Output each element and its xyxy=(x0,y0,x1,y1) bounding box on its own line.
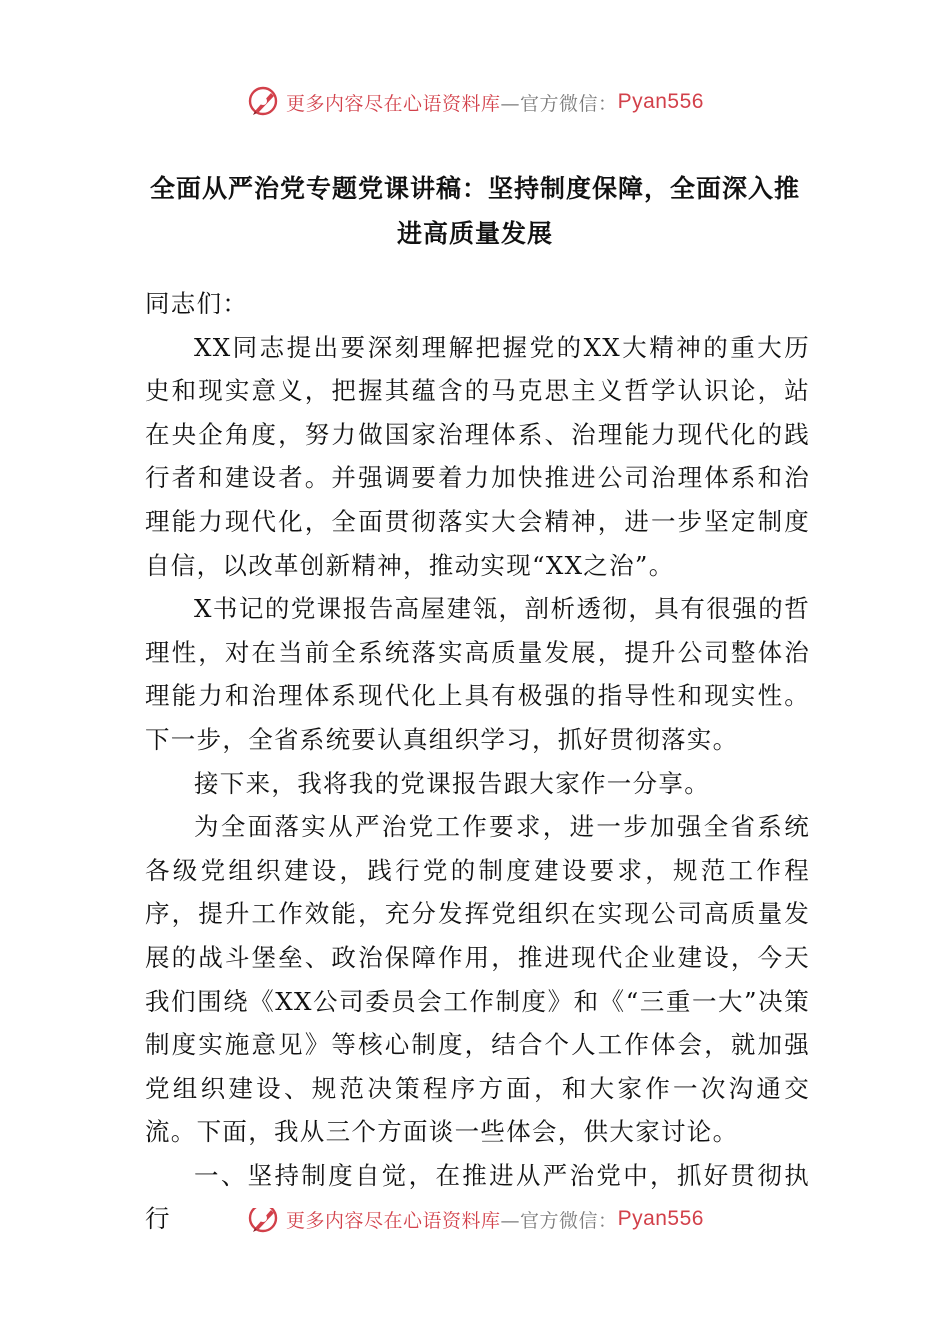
header-watermark xyxy=(0,84,950,120)
paragraph: 接下来，我将我的党课报告跟大家作一分享。 xyxy=(194,768,710,798)
pen-logo-icon xyxy=(246,84,282,120)
watermark-wechat-id: Pyan556 xyxy=(617,1208,704,1230)
document-title xyxy=(120,166,830,256)
paragraph: XX同志提出要深刻理解把握党的XX大精神的重大历史和现实意义，把握其蕴含的马克思主义哲学认识论，站在央企角度，努力做国家治理体系、治理能力现代化的践行者和建设者。并强调要着力加快推进公司治理体系和治理能力现代化，全面贯彻落实大会精神，进一步坚定制度自信，以改革创新精神，推动实现“XX之治”。 xyxy=(145,332,810,580)
watermark-separator: —官方微信： xyxy=(500,92,618,115)
watermark-source: 更多内容尽在心语资料库 xyxy=(286,1209,501,1232)
title-line-2: 进高质量发展 xyxy=(396,219,553,248)
document-body xyxy=(145,282,810,1241)
watermark-wechat-id: Pyan556 xyxy=(617,90,704,113)
title-line-1: 全面从严治党专题党课讲稿：坚持制度保障，全面深入推 xyxy=(149,174,800,203)
salutation: 同志们： xyxy=(145,289,249,318)
paragraph: 为全面落实从严治党工作要求，进一步加强全省系统各级党组织建设，践行党的制度建设要求，规范工作程序，提升工作效能，充分发挥党组织在实现公司高质量发展的战斗堡垒、政治保障作用，推进现代企业建设，今天我们围绕《XX公司委员会工作制度》和《“三重一大”决策制度实施意见》等核心制度，结合个人工作体会，就加强党组织建设、规范决策程序方面，和大家作一次沟通交流。下面，我从三个方面谈一些体会，供大家讨论。 xyxy=(145,812,811,1147)
paragraph: X书记的党课报告高屋建瓴，剖析透彻，具有很强的哲理性，对在当前全系统落实高质量发展，提升公司整体治理能力和治理体系现代化上具有极强的指导性和现实性。下一步，全省系统要认真组织学习，抓好贯彻落实。 xyxy=(145,594,810,754)
footer-watermark xyxy=(0,1208,950,1236)
section-heading: 一、坚持制度自觉，在推进从严治党中，抓好贯彻执行 xyxy=(145,1160,810,1234)
watermark-separator: —官方微信： xyxy=(500,1209,618,1232)
pen-logo-icon xyxy=(246,1208,282,1236)
watermark-source: 更多内容尽在心语资料库 xyxy=(286,92,501,115)
